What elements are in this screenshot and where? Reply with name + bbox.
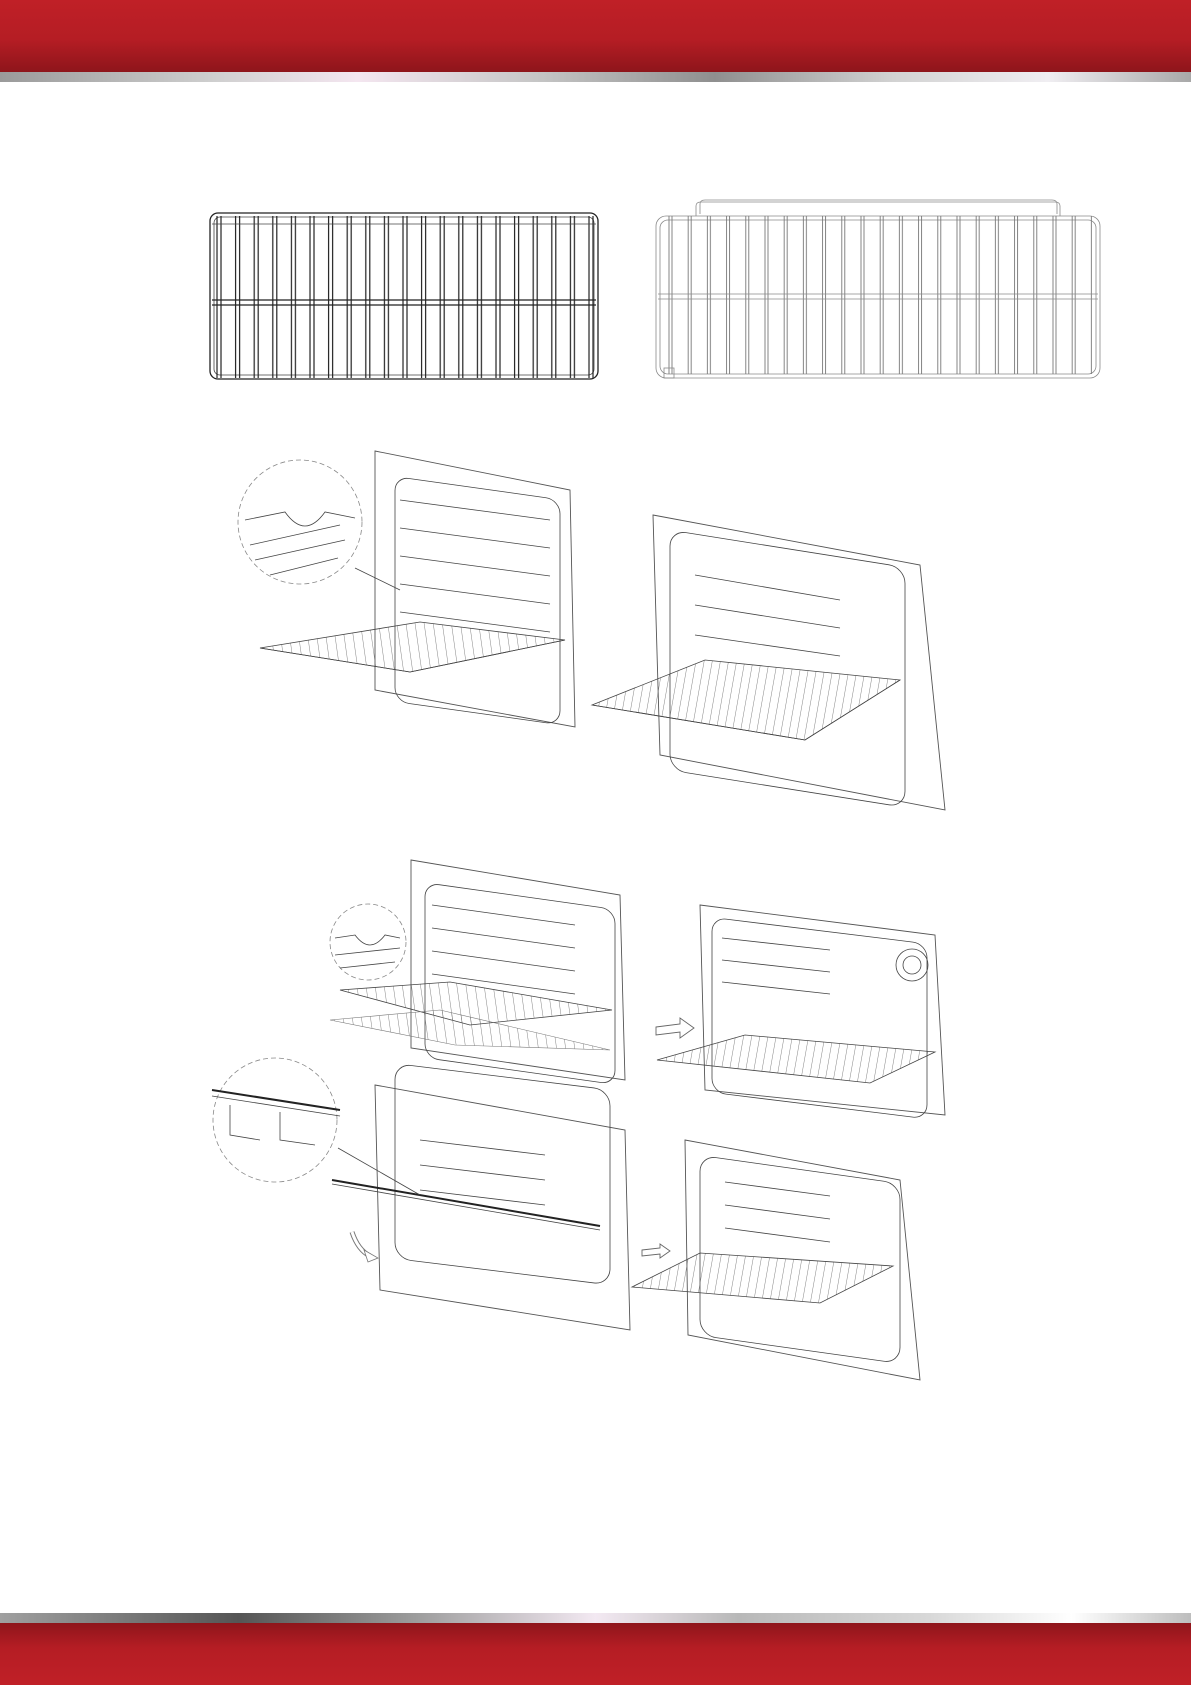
oven-rack-push-in <box>656 905 945 1119</box>
arrow-right-icon <box>656 1018 694 1038</box>
footer-band <box>0 1623 1191 1685</box>
wire-rack-top-view <box>210 213 598 379</box>
rotate-arrow-icon <box>352 1232 378 1262</box>
wire-rack-with-rail-top-view <box>656 200 1100 378</box>
oven-rack-insert-side-runners <box>238 451 575 727</box>
magnifier-detail-circle <box>330 904 406 980</box>
arrow-right-icon <box>642 1244 670 1258</box>
oven-rack-fixed-rail-inserted <box>632 1140 920 1380</box>
footer-accent-strip <box>0 1613 1191 1623</box>
oven-rack-tilted-insert <box>330 860 625 1084</box>
magnifier-detail-circle <box>238 460 362 584</box>
oven-rack-insert-telescopic <box>592 515 945 810</box>
oven-rack-angled-insert-fixed-rail <box>212 1058 630 1330</box>
magnifier-detail-circle <box>213 1058 337 1182</box>
